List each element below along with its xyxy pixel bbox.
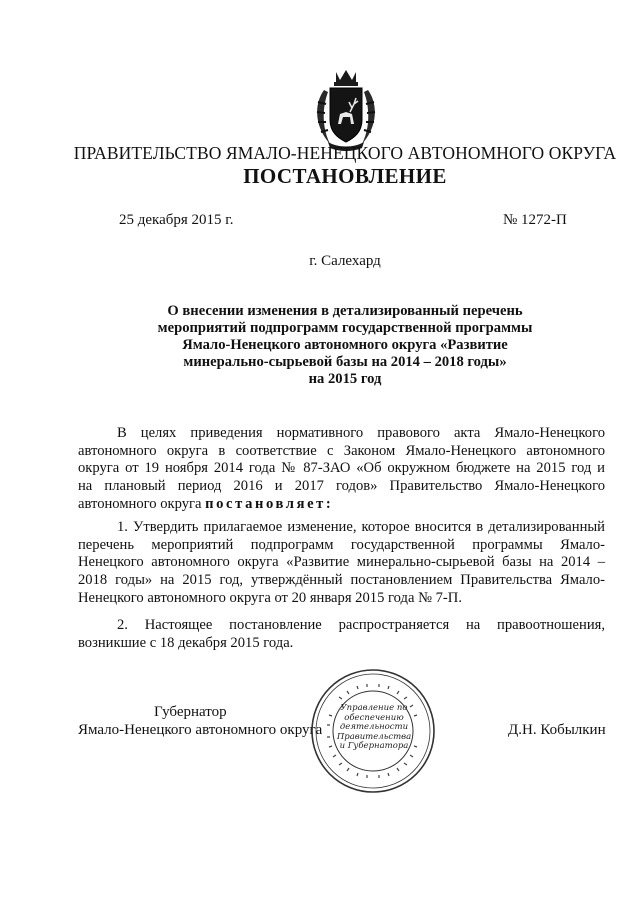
title-line: Ямало-Ненецкого автономного округа «Развитие (182, 337, 508, 353)
stamp-line: Управление по (340, 703, 408, 713)
title-line: на 2015 год (308, 371, 382, 387)
signer-title: Губернатор (154, 704, 227, 720)
preamble-line: округа от 19 ноября 2014 года № 87-ЗАО «Об окружном бюджете на 2015 год и (78, 460, 605, 477)
item-1-line: перечень мероприятий подпрограмм государственной программы Ямало- (78, 536, 605, 553)
preamble-line: автономного округа в соответствие с Законом Ямало-Ненецкого автономного (78, 442, 605, 459)
stamp-center-text (330, 704, 418, 752)
item-1-line: Ненецкого автономного округа «Развитие минерально-сырьевой базы на 2014 – (78, 554, 605, 571)
decree-word: постановляет: (205, 495, 334, 512)
document-type: ПОСТАНОВЛЕНИЕ (243, 164, 447, 188)
signer-name: Д.Н. Кобылкин (508, 722, 606, 738)
signer-region: Ямало-Ненецкого автономного округа (78, 722, 323, 738)
item-2-line: 2. Настоящее постановление распространяется на правоотношения, (117, 617, 605, 633)
title-line: мероприятий подпрограмм государственной программы (157, 320, 533, 336)
document-city: г. Салехард (309, 253, 381, 269)
government-name: ПРАВИТЕЛЬСТВО ЯМАЛО-НЕНЕЦКОГО АВТОНОМНОГО ОКРУГА (73, 143, 617, 163)
item-1-line: 2018 годы» на 2015 год, утверждённый постановлением Правительства Ямало- (78, 572, 605, 589)
item-2-line: возникшие с 18 декабря 2015 года. (78, 634, 294, 651)
document-number: № 1272-П (503, 212, 567, 228)
preamble-line: автономного округа (78, 495, 202, 512)
item-1-line: Ненецкого автономного округа от 20 января 2015 года № 7-П. (78, 589, 462, 606)
title-line: О внесении изменения в детализированный перечень (167, 303, 523, 319)
preamble-paragraph (78, 425, 605, 514)
title-line: минерально-сырьевой базы на 2014 – 2018 годы» (183, 354, 507, 370)
preamble-line: на плановый период 2016 и 2017 годов» Правительство Ямало-Ненецкого (78, 478, 605, 495)
document-title (140, 303, 550, 388)
stamp-line: обеспечению (344, 712, 404, 723)
item-1-paragraph (78, 519, 605, 608)
preamble-line-final (78, 496, 605, 514)
item-1-line: 1. Утвердить прилагаемое изменение, которое вносится в детализированный (117, 519, 605, 535)
stamp-line: и Губернатора (339, 741, 409, 752)
stamp-line: Правительства (336, 731, 412, 742)
item-2-paragraph (78, 617, 605, 652)
stamp-line: деятельности (339, 722, 409, 733)
document-date: 25 декабря 2015 г. (119, 212, 234, 228)
coat-of-arms-emblem (310, 68, 382, 152)
preamble-line: В целях приведения нормативного правового акта Ямало-Ненецкого (117, 425, 605, 441)
